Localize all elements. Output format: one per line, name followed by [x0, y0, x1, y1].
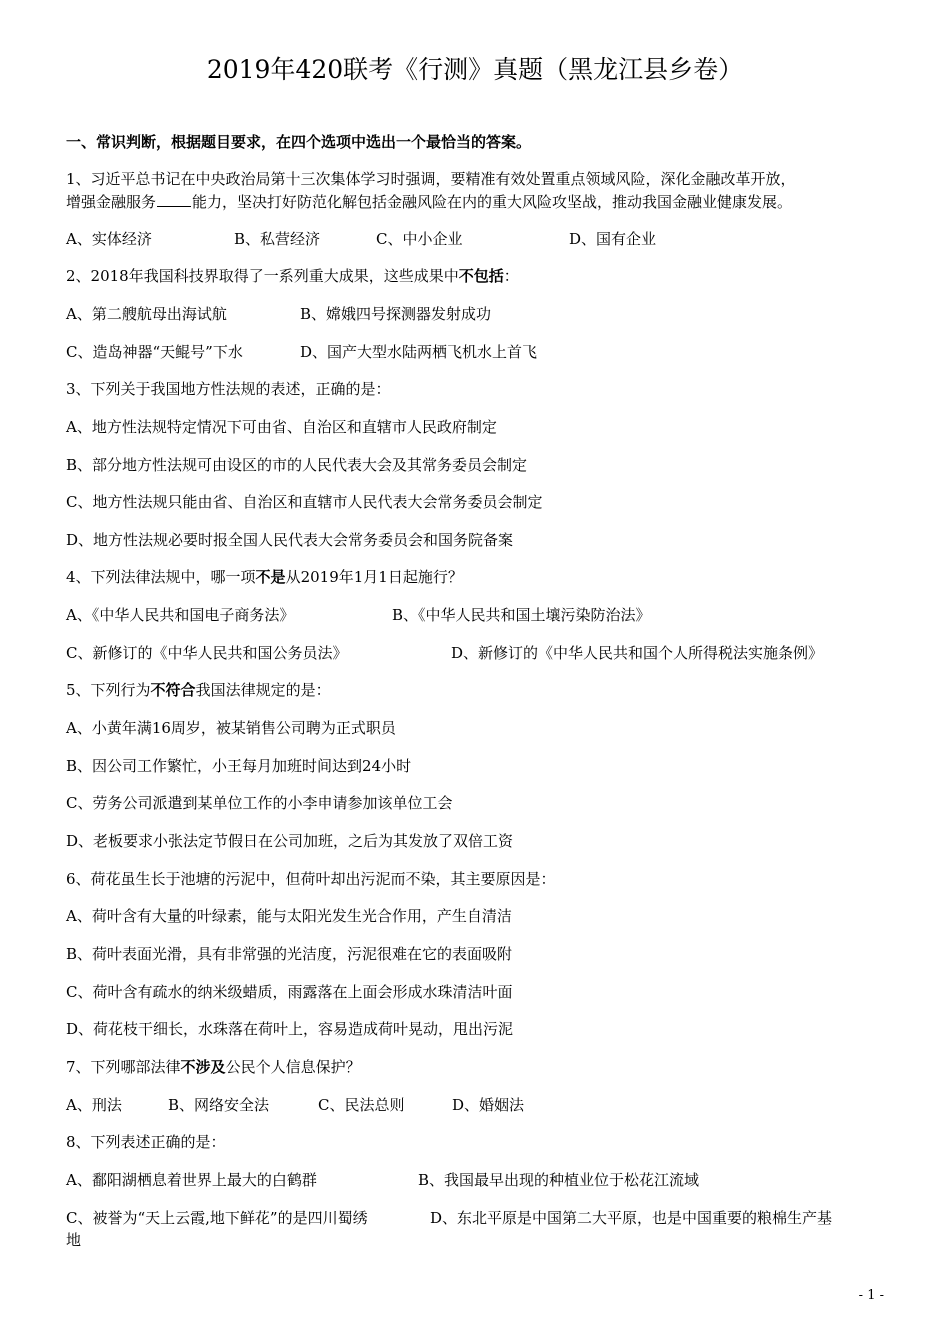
question-5-stem-post: 我国法律规定的是： — [195, 681, 331, 699]
question-6-option-d: D、荷花枝干细长，水珠落在荷叶上，容易造成荷叶晃动，甩出污泥 — [66, 1020, 514, 1038]
question-6-option-a: A、荷叶含有大量的叶绿素，能与太阳光发生光合作用，产生自清洁 — [66, 907, 512, 925]
question-6-option-c: C、荷叶含有疏水的纳米级蜡质，雨露落在上面会形成水珠清洁叶面 — [66, 983, 513, 1001]
question-6-option-b: B、荷叶表面光滑，具有非常强的光洁度，污泥很难在它的表面吸附 — [66, 945, 513, 963]
section-heading: 一、常识判断，根据题目要求，在四个选项中选出一个最恰当的答案。 — [66, 133, 532, 151]
question-4-option-d: D、新修订的《中华人民共和国个人所得税法实施条例》 — [451, 644, 824, 662]
question-8-option-d-continuation: 地 — [66, 1231, 82, 1249]
question-4-options-row-1 — [66, 604, 886, 626]
question-8-options-row-2 — [66, 1207, 886, 1229]
page-number: - 1 - — [858, 1288, 884, 1303]
question-8-options-row-1 — [66, 1169, 886, 1191]
question-8-option-d: D、东北平原是中国第二大平原，也是中国重要的粮棉生产基 — [430, 1209, 833, 1227]
question-5-stem-emphasis: 不符合 — [150, 681, 196, 699]
question-4-option-b: B、《中华人民共和国土壤污染防治法》 — [392, 606, 651, 624]
question-4-stem-pre: 4、下列法律法规中，哪一项 — [66, 568, 256, 586]
question-8-option-c: C、被誉为“天上云霞,地下鲜花”的是四川蜀绣 — [66, 1209, 368, 1227]
question-2-option-b: B、嫦娥四号探测器发射成功 — [300, 305, 492, 323]
question-7-stem-emphasis: 不涉及 — [180, 1058, 226, 1076]
question-4-option-c: C、新修订的《中华人民共和国公务员法》 — [66, 644, 348, 662]
question-7-option-d: D、婚姻法 — [452, 1096, 525, 1114]
question-5-stem-pre: 5、下列行为 — [66, 681, 151, 699]
question-2-options-row-1 — [66, 303, 886, 325]
question-3-option-b: B、部分地方性法规可由设区的市的人民代表大会及其常务委员会制定 — [66, 456, 528, 474]
question-4-options-row-2 — [66, 642, 886, 664]
question-4-option-a: A、《中华人民共和国电子商务法》 — [66, 606, 295, 624]
question-4-stem-emphasis: 不是 — [255, 568, 286, 586]
question-1-option-b: B、私营经济 — [234, 230, 321, 248]
question-7-option-c: C、民法总则 — [318, 1096, 405, 1114]
question-8-option-a: A、鄱阳湖栖息着世界上最大的白鹤群 — [66, 1171, 317, 1189]
question-8-option-b: B、我国最早出现的种植业位于松花江流域 — [418, 1171, 700, 1189]
question-2-option-a: A、第二艘航母出海试航 — [66, 305, 227, 323]
question-1-stem-line-1: 1、习近平总书记在中央政治局第十三次集体学习时强调，要精准有效处置重点领域风险，深化金融改革开放， — [66, 170, 796, 188]
question-1-option-d: D、国有企业 — [569, 230, 657, 248]
question-2-stem — [66, 265, 519, 287]
page-title: 2019年420联考《行测》真题（黑龙江县乡卷） — [206, 55, 744, 84]
question-4-stem-post: 从2019年1月1日起施行？ — [285, 568, 463, 586]
question-7-stem — [66, 1056, 361, 1078]
question-7-option-b: B、网络安全法 — [168, 1096, 270, 1114]
question-7-options — [66, 1094, 886, 1116]
question-3-option-c: C、地方性法规只能由省、自治区和直辖市人民代表大会常务委员会制定 — [66, 493, 543, 511]
answer-blank — [157, 190, 191, 207]
question-2-option-d: D、国产大型水陆两栖飞机水上首飞 — [300, 343, 538, 361]
question-7-stem-post: 公民个人信息保护？ — [225, 1058, 361, 1076]
question-1-option-a: A、实体经济 — [66, 230, 152, 248]
question-7-option-a: A、刑法 — [66, 1096, 122, 1114]
question-5-stem — [66, 679, 331, 701]
question-1-stem-line-2 — [66, 190, 792, 213]
question-2-stem-emphasis: 不包括 — [458, 267, 504, 285]
question-3-option-a: A、地方性法规特定情况下可由省、自治区和直辖市人民政府制定 — [66, 418, 497, 436]
question-2-stem-pre: 2、2018年我国科技界取得了一系列重大成果，这些成果中 — [66, 267, 459, 285]
question-1-stem-post: 能力，坚决打好防范化解包括金融风险在内的重大风险攻坚战，推动我国金融业健康发展。 — [192, 193, 793, 211]
question-2-options-row-2 — [66, 341, 886, 363]
question-7-stem-pre: 7、下列哪部法律 — [66, 1058, 181, 1076]
question-1-stem-pre: 增强金融服务 — [66, 193, 157, 211]
question-6-stem: 6、荷花虽生长于池塘的污泥中，但荷叶却出污泥而不染，其主要原因是： — [66, 870, 556, 888]
question-5-option-a: A、小黄年满16周岁，被某销售公司聘为正式职员 — [66, 719, 396, 737]
question-4-stem — [66, 566, 463, 588]
question-2-stem-post: ： — [503, 267, 519, 285]
question-3-stem: 3、下列关于我国地方性法规的表述，正确的是： — [66, 380, 391, 398]
question-1-options — [66, 228, 886, 250]
question-5-option-d: D、老板要求小张法定节假日在公司加班，之后为其发放了双倍工资 — [66, 832, 514, 850]
question-8-stem: 8、下列表述正确的是： — [66, 1133, 226, 1151]
question-1-option-c: C、中小企业 — [376, 230, 463, 248]
question-3-option-d: D、地方性法规必要时报全国人民代表大会常务委员会和国务院备案 — [66, 531, 514, 549]
question-5-option-c: C、劳务公司派遣到某单位工作的小李申请参加该单位工会 — [66, 794, 453, 812]
question-2-option-c: C、造岛神器“天鲲号”下水 — [66, 343, 243, 361]
question-5-option-b: B、因公司工作繁忙，小王每月加班时间达到24小时 — [66, 757, 412, 775]
